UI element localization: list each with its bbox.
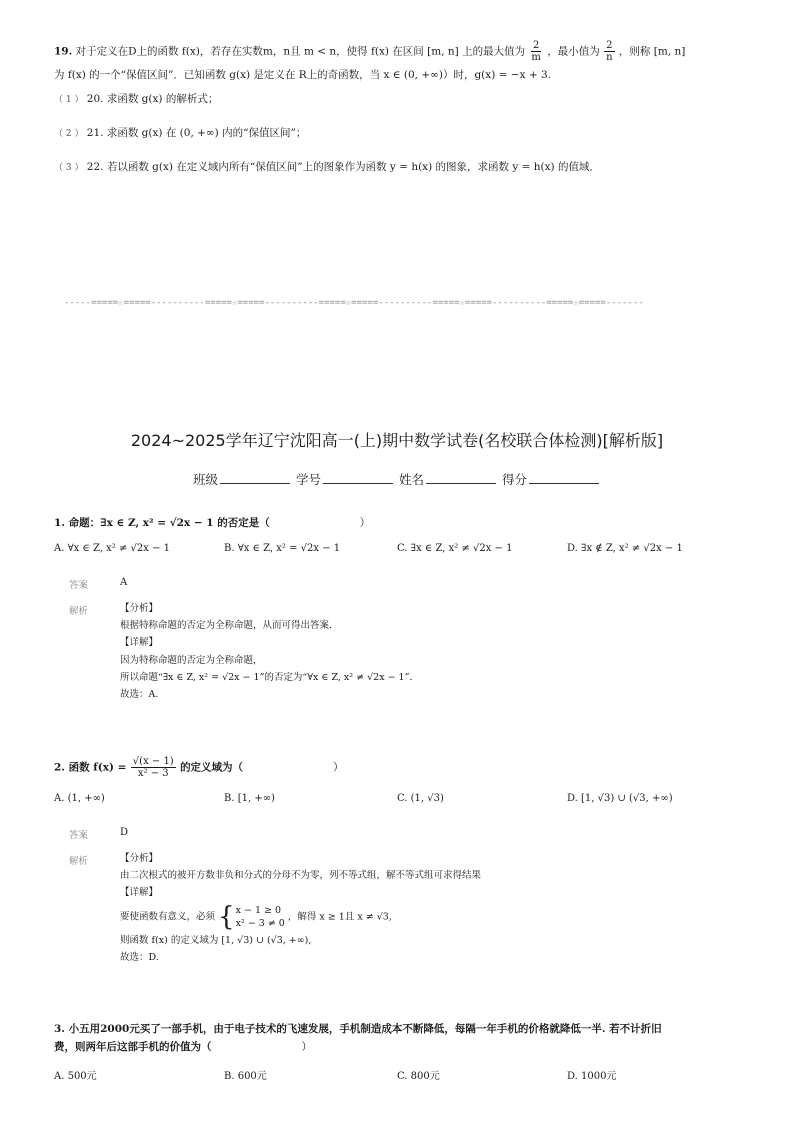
q1-stem: 1. 命题：∃x ∈ Z, x² = √2x − 1 的否定是（ ） — [54, 517, 371, 529]
q1-analysis-label: 解析 — [69, 606, 89, 617]
analysis-system-line: 要使函数有意义，必须 { x − 1 ≥ 0 x² − 3 ≠ 0 ，解得 x ≥ 1且 x ≠ √3, — [120, 901, 392, 932]
q1-answer-label: 答案 — [69, 580, 89, 591]
q1-option-c: C. ∃x ∈ Z, x² ≠ √2x − 1 — [397, 543, 513, 554]
q3-option-c: C. 800元 — [397, 1071, 440, 1082]
q1-analysis — [120, 600, 419, 703]
q3-line1: 3. 小五用2000元买了一部手机，由于电子技术的飞速发展，手机制造成本不断降低，每隔一年手机的价格就降低一半. 若不计折旧 — [54, 1023, 662, 1035]
part-mark: （ 3 ） — [54, 163, 84, 173]
q2-analysis-label: 解析 — [69, 856, 89, 867]
q2-option-c: C. (1, √3) — [397, 793, 444, 804]
q1-option-a: A. ∀x ∈ Z, x² ≠ √2x − 1 — [54, 543, 171, 554]
q2-option-a: A. (1, +∞) — [54, 793, 105, 804]
q2-option-b: B. [1, +∞) — [224, 793, 275, 804]
q19-text-a: 对于定义在D上的函数 f(x)，若存在实数m，n且 m < n，使得 f(x) 在区间 [m, n] 上的最大值为 — [75, 45, 526, 58]
analysis-line: 根据特称命题的否定为全称命题，从而可得出答案. — [120, 620, 333, 632]
q1-option-b: B. ∀x ∈ Z, x² = √2x − 1 — [224, 543, 341, 554]
class-label: 班级 — [192, 472, 218, 487]
number-label: 学号 — [295, 472, 321, 487]
exam-title: 2024~2025学年辽宁沈阳高一(上)期中数学试卷(名校联合体检测)[解析版] — [130, 431, 664, 450]
analysis-line: 则函数 f(x) 的定义域为 [1, √3) ∪ (√3, +∞), — [120, 934, 312, 946]
analysis-line: 由二次根式的被开方数非负和分式的分母不为零，列不等式组，解不等式组可求得结果 — [120, 870, 482, 882]
analysis-line: 【详解】 — [120, 637, 159, 649]
q19-number: 19. — [54, 45, 73, 58]
q19-text-c: ，则称 [m, n] — [618, 45, 686, 58]
q2-option-d: D. [1, √3) ∪ (√3, +∞) — [567, 793, 673, 804]
q19-text-b: ，最小值为 — [547, 45, 600, 58]
number-blank[interactable] — [323, 471, 393, 484]
q2-stem: 2. 函数 f(x) = $\frac{√(x - 1)}{\text{x² − 3}}$ 的定义域为（ ） — [54, 756, 344, 779]
q1-answer: A — [120, 577, 128, 588]
q2-analysis — [120, 850, 481, 966]
q19-line1 — [54, 40, 685, 63]
q19-part-2 — [54, 122, 306, 145]
q3-option-a: A. 500元 — [54, 1071, 97, 1082]
score-label: 得分 — [501, 472, 527, 487]
student-info-line — [0, 470, 794, 488]
q2-function-fraction: $\frac{√(x - 1)}{\text{x² − 3}}$ — [132, 756, 174, 779]
q3-option-d: D. 1000元 — [567, 1071, 617, 1082]
part-mark: （ 1 ） — [54, 95, 84, 105]
q19-frac-max: $\frac{2}{m}$ — [531, 40, 541, 63]
part-text: 22. 若以函数 g(x) 在定义域内所有“保值区间”上的图象作为函数 y = h(x) 的图象，求函数 y = h(x) 的值域． — [86, 161, 600, 173]
analysis-line: 故选：D. — [120, 951, 159, 963]
q19-line2: 为 f(x) 的一个“保值区间”．已知函数 g(x) 是定义在 R上的奇函数，当 x ∈ (0, +∞)）时，g(x) = −x + 3. — [54, 69, 551, 81]
class-blank[interactable] — [220, 471, 290, 484]
q3-option-b: B. 600元 — [224, 1071, 267, 1082]
analysis-line: 所以命题“∃x ∈ Z, x² = √2x − 1”的否定为“∀x ∈ Z, x² ≠ √2x − 1”． — [120, 671, 419, 683]
part-text: 21. 求函数 g(x) 在 (0, +∞) 内的“保值区间”； — [86, 127, 307, 139]
q19-frac-min: $\frac{2}{n}$ — [606, 40, 613, 63]
q2-answer: D — [120, 827, 129, 838]
inequality-system: { x − 1 ≥ 0 x² − 3 ≠ 0 — [218, 901, 285, 932]
analysis-line: 因为特称命题的否定为全称命题， — [120, 654, 263, 666]
q2-answer-label: 答案 — [69, 830, 89, 841]
q3-line2: 费，则两年后这部手机的价值为（ ） — [54, 1041, 312, 1053]
part-mark: （ 2 ） — [54, 129, 84, 139]
analysis-line: 【详解】 — [120, 887, 159, 899]
name-label: 姓名 — [398, 472, 424, 487]
section-divider: -----=====☆=====----------=====☆=====----------=====☆=====----------=====☆=====----------=====☆=====------- — [64, 298, 644, 308]
part-text: 20. 求函数 g(x) 的解析式； — [86, 93, 219, 105]
name-blank[interactable] — [426, 471, 496, 484]
q19-part-1 — [54, 88, 218, 111]
q19-part-3 — [54, 156, 600, 179]
score-blank[interactable] — [529, 471, 599, 484]
analysis-line: 【分析】 — [120, 603, 159, 614]
analysis-line: 故选：A. — [120, 689, 159, 701]
q1-option-d: D. ∃x ∉ Z, x² ≠ √2x − 1 — [567, 543, 683, 554]
analysis-line: 【分析】 — [120, 853, 159, 864]
